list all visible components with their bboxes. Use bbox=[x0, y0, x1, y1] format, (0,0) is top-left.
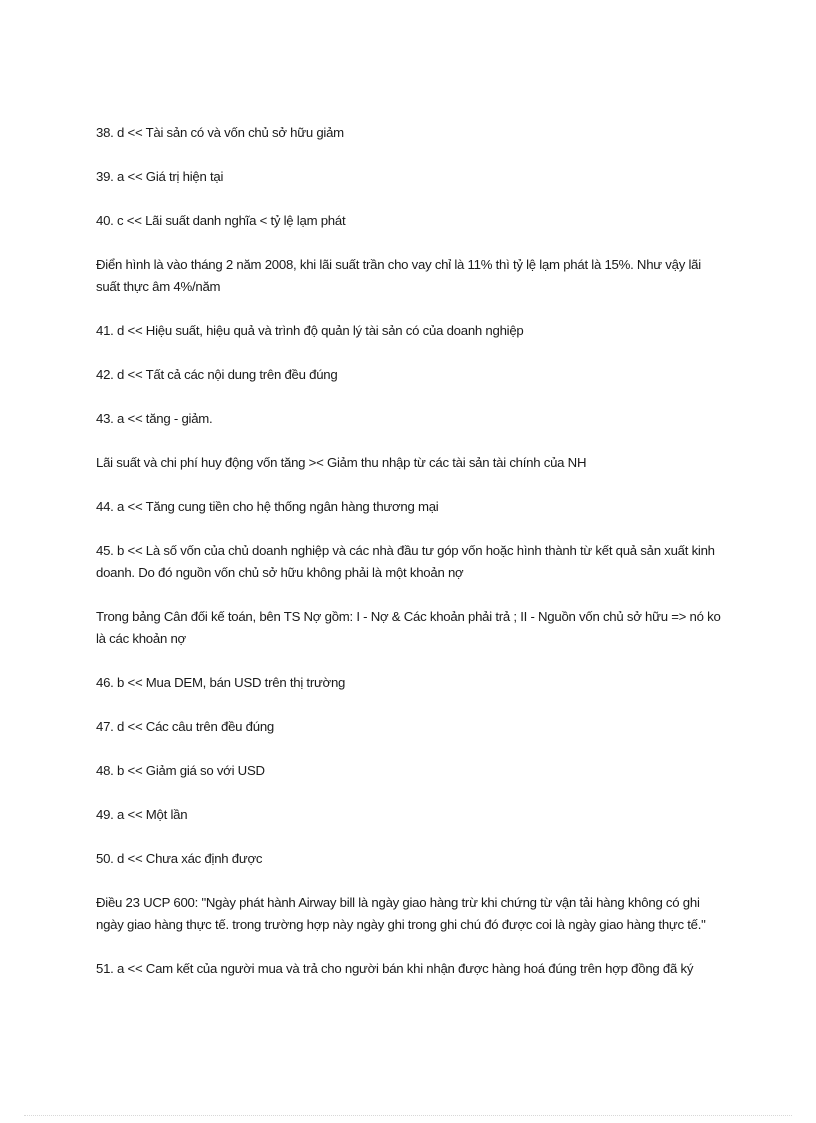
answer-39: 39. a << Giá trị hiện tại bbox=[96, 169, 224, 184]
note-50: Điều 23 UCP 600: "Ngày phát hành Airway bill là ngày giao hàng trừ khi chứng từ vận tải hàng không có ghi ngày giao hàng thực tế. trong trường hợp này ngày ghi trong ghi chú đó được coi là ngày giao hàng thực tế." bbox=[96, 895, 706, 932]
answer-42: 42. d << Tất cả các nội dung trên đều đúng bbox=[96, 367, 338, 382]
note-43: Lãi suất và chi phí huy động vốn tăng >< Giảm thu nhập từ các tài sản tài chính của NH bbox=[96, 455, 587, 470]
answer-46: 46. b << Mua DEM, bán USD trên thị trường bbox=[96, 675, 346, 690]
answer-49: 49. a << Một lần bbox=[96, 807, 188, 822]
page-bottom-divider bbox=[24, 1115, 792, 1116]
answer-41: 41. d << Hiệu suất, hiệu quả và trình độ quản lý tài sản có của doanh nghiệp bbox=[96, 323, 524, 338]
note-45: Trong bảng Cân đối kế toán, bên TS Nợ gồm: I - Nợ & Các khoản phải trả ; II - Nguồn vốn chủ sở hữu => nó ko là các khoản nợ bbox=[96, 609, 721, 646]
answer-38: 38. d << Tài sản có và vốn chủ sở hữu giảm bbox=[96, 125, 344, 140]
answer-43: 43. a << tăng - giảm. bbox=[96, 411, 213, 426]
answer-50: 50. d << Chưa xác định được bbox=[96, 851, 263, 866]
document-page bbox=[96, 122, 726, 1002]
answer-51: 51. a << Cam kết của người mua và trả cho người bán khi nhận được hàng hoá đúng trên hợp đồng đã ký bbox=[96, 961, 694, 976]
answer-47: 47. d << Các câu trên đều đúng bbox=[96, 719, 274, 734]
answer-40: 40. c << Lãi suất danh nghĩa < tỷ lệ lạm phát bbox=[96, 213, 346, 228]
note-40: Điển hình là vào tháng 2 năm 2008, khi lãi suất trần cho vay chỉ là 11% thì tỷ lệ lạm phát là 15%. Như vậy lãi suất thực âm 4%/năm bbox=[96, 257, 701, 294]
answer-48: 48. b << Giảm giá so với USD bbox=[96, 763, 265, 778]
answer-44: 44. a << Tăng cung tiền cho hệ thống ngân hàng thương mại bbox=[96, 499, 439, 514]
answer-45: 45. b << Là số vốn của chủ doanh nghiệp và các nhà đầu tư góp vốn hoặc hình thành từ kết quả sản xuất kinh doanh. Do đó nguồn vốn chủ sở hữu không phải là một khoản nợ bbox=[96, 543, 715, 580]
